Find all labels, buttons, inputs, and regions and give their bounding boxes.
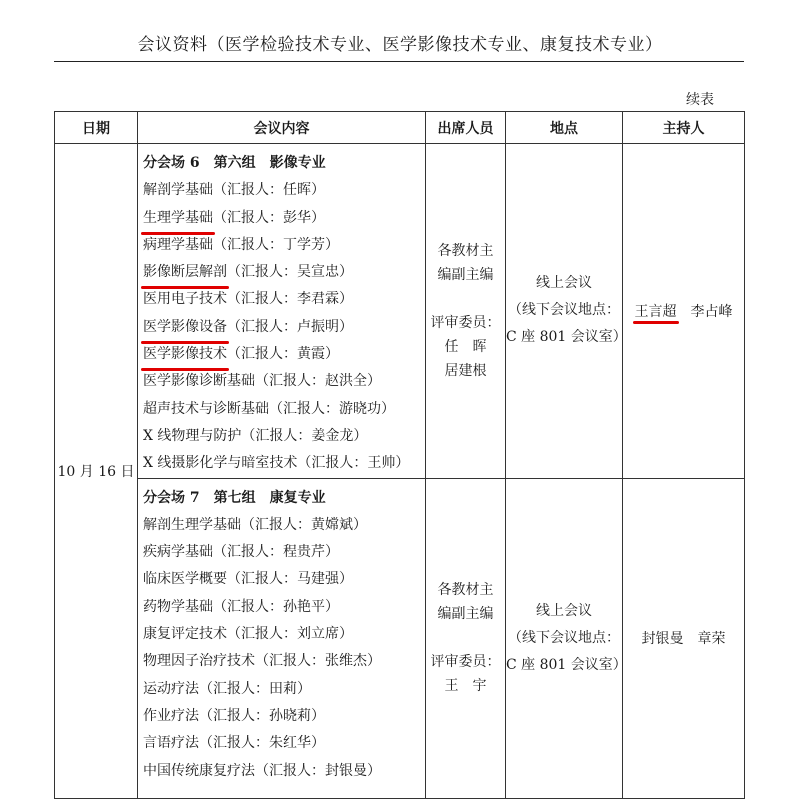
list-item bbox=[143, 423, 425, 450]
reviewer-label: 评审委员： bbox=[430, 314, 501, 331]
reporter: （汇报人：彭华） bbox=[213, 209, 325, 226]
list-item bbox=[143, 341, 425, 368]
course-name: 药物学基础 bbox=[143, 598, 213, 615]
reviewer-name: 任 晖 bbox=[444, 338, 487, 355]
list-item bbox=[143, 594, 425, 621]
attendees-cell bbox=[426, 144, 506, 479]
course-name: 物理因子治疗技术 bbox=[143, 653, 255, 670]
course-name: 临床医学概要 bbox=[143, 571, 227, 588]
course-name: 医学影像技术 bbox=[143, 341, 227, 368]
course-name: X 线物理与防护 bbox=[143, 427, 242, 444]
reporter: （汇报人：卢振明） bbox=[227, 318, 353, 335]
reporter: （汇报人：王帅） bbox=[297, 455, 410, 472]
host-name: 王言超 bbox=[635, 301, 677, 321]
reporter: （汇报人：张维杰） bbox=[255, 653, 381, 670]
reporter: （汇报人：孙艳平） bbox=[213, 598, 339, 615]
reporter: （汇报人：封银曼） bbox=[255, 762, 381, 779]
reporter: （汇报人：程贵芹） bbox=[213, 544, 339, 561]
location-line: C 座 801 会议室） bbox=[506, 656, 627, 673]
column-header-host: 主持人 bbox=[623, 112, 745, 144]
reporter: （汇报人：赵洪全） bbox=[255, 373, 381, 390]
list-item bbox=[143, 648, 425, 675]
reporter: （汇报人：田莉） bbox=[199, 680, 311, 697]
list-item bbox=[143, 232, 425, 259]
course-name: X 线摄影化学与暗室技术 bbox=[143, 455, 298, 472]
list-item bbox=[143, 566, 425, 593]
list-item bbox=[143, 730, 425, 757]
course-name: 医学影像诊断基础 bbox=[143, 373, 255, 390]
list-item bbox=[143, 396, 425, 423]
column-header-attendees: 出席人员 bbox=[426, 112, 506, 144]
column-header-date: 日期 bbox=[55, 112, 138, 144]
list-item bbox=[143, 259, 425, 286]
attendees-cell bbox=[426, 478, 506, 798]
list-item bbox=[143, 450, 425, 477]
header-rule bbox=[54, 61, 744, 62]
host-name: 封银曼 bbox=[641, 631, 684, 648]
list-item bbox=[143, 314, 425, 341]
session-title: 分会场 6 第六组 影像专业 bbox=[143, 155, 326, 171]
attendees-line: 编副主编 bbox=[437, 606, 494, 623]
host-cell bbox=[623, 478, 745, 798]
list-item bbox=[143, 758, 425, 785]
meeting-date: 10 月 16 日 bbox=[57, 463, 135, 480]
list-item bbox=[143, 205, 425, 232]
list-item bbox=[143, 368, 425, 395]
reporter: （汇报人：孙晓莉） bbox=[199, 707, 325, 724]
course-name: 生理学基础 bbox=[143, 205, 213, 232]
host-name: 章荣 bbox=[697, 631, 726, 648]
column-header-location: 地点 bbox=[506, 112, 623, 144]
reporter: （汇报人：马建强） bbox=[227, 571, 353, 588]
reviewer-name: 居建根 bbox=[444, 362, 487, 379]
location-line: C 座 801 会议室） bbox=[506, 329, 627, 346]
host-name: 李占峰 bbox=[690, 303, 733, 320]
reporter: （汇报人：姜金龙） bbox=[241, 427, 368, 444]
course-name: 解剖学基础 bbox=[143, 182, 213, 199]
reporter: （汇报人：任晖） bbox=[213, 182, 325, 199]
reviewer-name: 王 宇 bbox=[444, 678, 487, 695]
location-cell bbox=[506, 144, 627, 479]
course-name: 医学影像设备 bbox=[143, 314, 227, 341]
reporter: （汇报人：吴宣忠） bbox=[227, 264, 353, 281]
course-name: 医用电子技术 bbox=[143, 291, 227, 308]
location-line: （线下会议地点： bbox=[508, 302, 620, 319]
course-name: 运动疗法 bbox=[143, 680, 199, 697]
session-content-cell bbox=[138, 144, 426, 479]
course-name: 中国传统康复疗法 bbox=[143, 762, 255, 779]
meeting-schedule-table bbox=[54, 111, 745, 799]
location-cell bbox=[506, 478, 627, 798]
location-line: 线上会议 bbox=[536, 275, 592, 292]
course-name: 言语疗法 bbox=[143, 735, 199, 752]
course-name: 病理学基础 bbox=[143, 236, 213, 253]
course-name: 疾病学基础 bbox=[143, 544, 213, 561]
date-cell bbox=[55, 144, 138, 799]
table-row bbox=[55, 144, 745, 479]
reporter: （汇报人：朱红华） bbox=[199, 735, 325, 752]
reporter: （汇报人：游晓功） bbox=[269, 400, 395, 417]
course-name: 影像断层解剖 bbox=[143, 259, 227, 286]
location-line: （线下会议地点： bbox=[508, 629, 620, 646]
course-name: 超声技术与诊断基础 bbox=[143, 400, 269, 417]
continued-label: 续表 bbox=[686, 92, 714, 108]
attendees-line: 编副主编 bbox=[437, 266, 494, 283]
list-item bbox=[143, 177, 425, 204]
table-header-row bbox=[55, 112, 745, 144]
location-line: 线上会议 bbox=[536, 602, 592, 619]
document-header: 会议资料（医学检验技术专业、医学影像技术专业、康复技术专业） bbox=[137, 35, 663, 55]
reporter: （汇报人：丁学芳） bbox=[213, 236, 339, 253]
list-item bbox=[143, 286, 425, 313]
reporter: （汇报人：黄嫦斌） bbox=[241, 516, 367, 533]
list-item bbox=[143, 676, 425, 703]
session-title: 分会场 7 第七组 康复专业 bbox=[143, 489, 326, 506]
attendees-line: 各教材主 bbox=[437, 582, 494, 599]
reviewer-label: 评审委员： bbox=[430, 654, 501, 671]
column-header-content: 会议内容 bbox=[138, 112, 426, 144]
reporter: （汇报人：刘立席） bbox=[227, 626, 353, 643]
attendees-line: 各教材主 bbox=[437, 242, 494, 259]
host-cell bbox=[623, 144, 745, 479]
list-item bbox=[143, 621, 425, 648]
course-name: 解剖生理学基础 bbox=[143, 516, 241, 533]
list-item bbox=[143, 512, 425, 539]
list-item bbox=[143, 539, 425, 566]
course-name: 作业疗法 bbox=[143, 707, 199, 724]
reporter: （汇报人：李君霖） bbox=[227, 291, 353, 308]
reporter: （汇报人：黄霞） bbox=[227, 346, 339, 363]
session-content-cell bbox=[138, 478, 426, 798]
list-item bbox=[143, 703, 425, 730]
table-row bbox=[55, 478, 745, 798]
course-name: 康复评定技术 bbox=[143, 626, 227, 643]
